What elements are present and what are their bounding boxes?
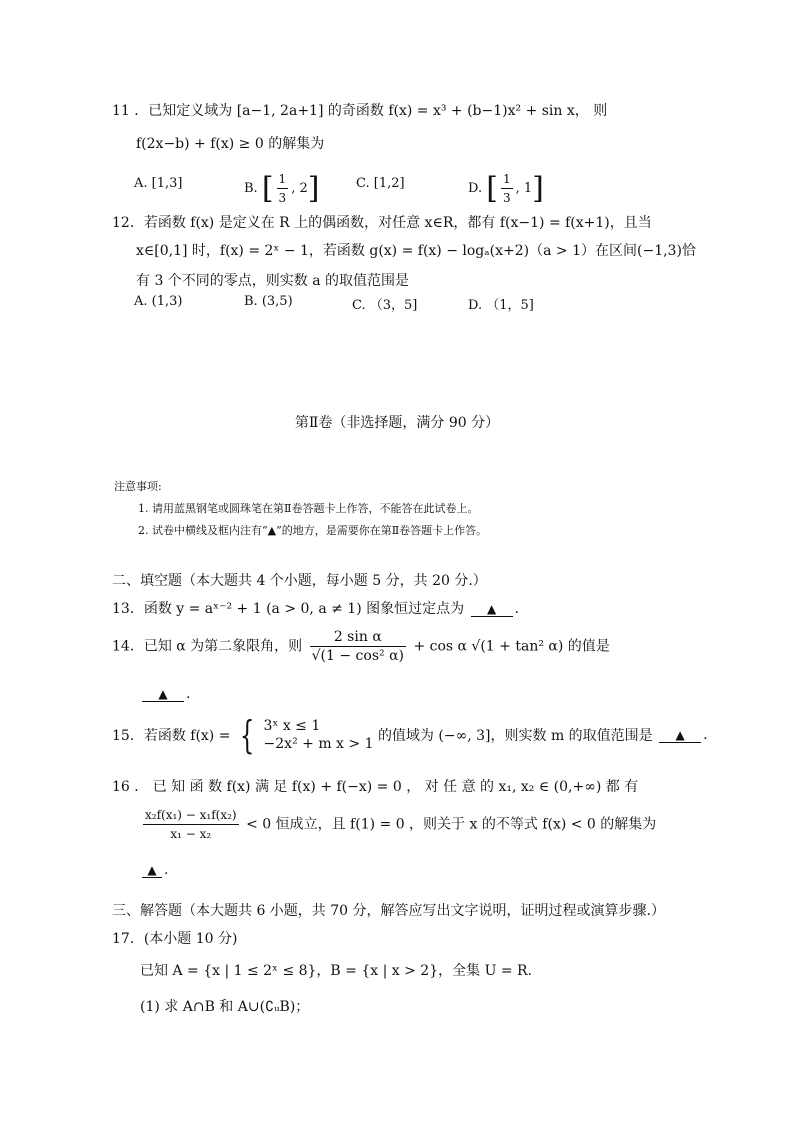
section3-heading: 三、解答题（本大题共 6 小题，共 70 分，解答应写出文字说明，证明过程或演算步骤.） <box>112 903 665 919</box>
q11-choice-d <box>468 170 544 207</box>
q15-rest: 的值域为 (−∞, 3]，则实数 m 的取值范围是 <box>377 728 653 744</box>
q16-line1: 16 ． 已 知 函 数 f(x) 满 足 f(x) + f(−x) = 0 ， 对 任 意 的 x₁, x₂ ∈ (0,+∞) 都 有 <box>112 779 639 795</box>
q11-choice-b <box>244 170 319 207</box>
q17-line1: 已知 A = {x | 1 ≤ 2ˣ ≤ 8}，B = {x | x > 2}，全集 U = R. <box>140 963 532 979</box>
q11-d-den: 3 <box>502 191 511 205</box>
q13 <box>112 598 519 618</box>
answer-blank: ▲ <box>142 863 162 878</box>
q11-d-num: 1 <box>501 170 513 189</box>
q12-line2: x∈[0,1] 时，f(x) = 2ˣ − 1，若函数 g(x) = f(x) − logₐ(x+2)（a > 1）在区间(−1,3)恰 <box>136 243 696 259</box>
q14-den: √(1 − cos² α) <box>311 648 404 664</box>
answer-blank: ▲ <box>142 687 184 702</box>
q15 <box>112 713 708 757</box>
q15-cases <box>264 717 374 753</box>
q11-line2: f(2x−b) + f(x) ≥ 0 的解集为 <box>136 136 325 152</box>
left-bracket-icon: [ <box>261 171 274 206</box>
q11-b-den: 3 <box>278 191 287 205</box>
q14-fraction <box>310 628 406 665</box>
section2-heading: 二、填空题（本大题共 4 个小题，每小题 5 分，共 20 分.） <box>112 573 487 589</box>
right-bracket-icon: ] <box>307 171 320 206</box>
q15-case2: −2x² + m x > 1 <box>263 736 374 752</box>
q14-rest: + cos α √(1 + tan² α) 的值是 <box>413 638 610 655</box>
q11-choice-c: C. [1,2] <box>356 176 405 191</box>
part2-title: 第Ⅱ卷（非选择题，满分 90 分） <box>294 415 500 431</box>
right-bracket-icon: ] <box>532 171 544 206</box>
q14-num: 2 sin α <box>310 628 406 647</box>
q12-line1: 12．若函数 f(x) 是定义在 R 上的偶函数，对任意 x∈R，都有 f(x−1) = f(x+1)，且当 <box>112 215 652 231</box>
q14 <box>112 628 610 665</box>
notes-title: 注意事项: <box>114 480 162 493</box>
q16-answer <box>140 862 168 878</box>
q11-d-rest: , 1 <box>515 181 533 196</box>
q17-line2: (1) 求 A∩B 和 A∪(∁ᵤB)； <box>140 999 310 1015</box>
q11-line1: 11 ．已知定义域为 [a−1, 2a+1] 的奇函数 f(x) = x³ + (b−1)x² + sin x， 则 <box>112 103 608 119</box>
q12-choice-c: C. （3，5] <box>352 298 418 313</box>
q14-period: . <box>186 686 191 702</box>
q16-line2 <box>140 806 656 843</box>
answer-blank: ▲ <box>659 728 701 743</box>
q15-case1: 3ˣ x ≤ 1 <box>263 718 321 734</box>
q16-num: x₂f(x₁) − x₁f(x₂) <box>143 806 239 825</box>
q12-choice-d: D. （1，5] <box>468 298 534 313</box>
q12-choice-b: B. (3,5) <box>244 294 293 309</box>
q11-choice-a: A. [1,3] <box>134 176 183 191</box>
q12-choice-a: A. (1,3) <box>134 294 183 309</box>
q16-fraction <box>143 806 239 843</box>
answer-blank: ▲ <box>471 602 513 617</box>
q13-period: . <box>514 601 520 617</box>
q11-choice-b-prefix: B. <box>244 181 258 196</box>
left-bracket-icon: [ <box>486 171 498 206</box>
q11-b-rest: , 2 <box>291 181 308 196</box>
q16-period: . <box>164 862 169 878</box>
q16-rest: < 0 恒成立，且 f(1) = 0 ，则关于 x 的不等式 f(x) < 0 的解集为 <box>246 816 657 833</box>
left-brace-icon: { <box>239 713 255 757</box>
q13-text: 13．函数 y = aˣ⁻² + 1 (a > 0, a ≠ 1) 图象恒过定点为 <box>112 601 465 617</box>
q12-line3: 有 3 个不同的零点，则实数 a 的取值范围是 <box>136 273 410 289</box>
q17-title: 17．(本小题 10 分) <box>112 931 238 947</box>
q16-den: x₁ − x₂ <box>170 827 212 841</box>
note-2: 2. 试卷中横线及框内注有“▲”的地方，是需要你在第Ⅱ卷答题卡上作答。 <box>138 524 488 537</box>
q15-period: . <box>703 727 708 743</box>
q11-b-num: 1 <box>277 170 289 189</box>
q15-prefix: 15．若函数 f(x) = <box>112 728 231 744</box>
q14-answer <box>140 686 190 702</box>
note-1: 1. 请用蓝黑钢笔或圆珠笔在第Ⅱ卷答题卡上作答，不能答在此试卷上。 <box>138 502 479 515</box>
q14-prefix: 14．已知 α 为第二象限角，则 <box>112 638 303 655</box>
q11-choice-d-prefix: D. <box>468 181 483 196</box>
